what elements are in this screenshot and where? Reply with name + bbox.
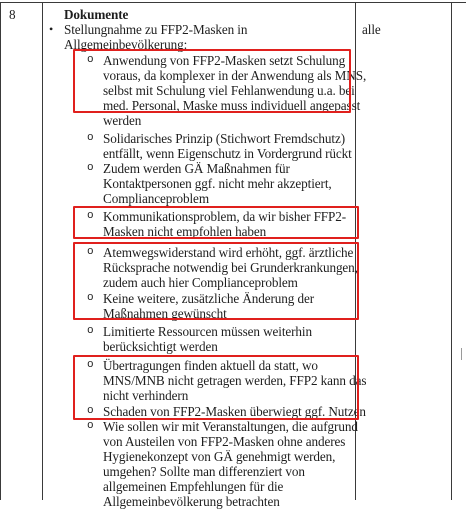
highlight-box [73, 355, 359, 420]
sub-bullet-icon: o [87, 162, 94, 174]
item-4-line-1: Kommunikationsproblem, da wir bisher FFP2- [103, 209, 347, 224]
highlight-box [73, 242, 359, 320]
item-7-line-2: berücksichtigt werden [103, 339, 218, 354]
item-3-line-1: Zudem werden GÄ Maßnahmen für [103, 161, 290, 176]
item-2-line-1: Solidarisches Prinzip (Stichwort Fremdschutz) [103, 131, 345, 146]
highlight-box [73, 49, 351, 113]
item-3-line-3: Complianceproblem [103, 191, 209, 206]
row-number: 8 [9, 7, 16, 22]
item-10-line-3: Hygienekonzept von GÄ genehmigt werden, [103, 449, 336, 464]
sub-bullet-icon: o [87, 246, 94, 258]
item-8-line-1: Übertragungen finden aktuell da statt, wo [103, 358, 318, 373]
page-edge-mark [461, 348, 462, 360]
column-divider-1 [42, 2, 43, 500]
item-6-line-1: Keine weitere, zusätzliche Änderung der [103, 291, 315, 306]
sub-bullet-icon: o [87, 359, 94, 371]
highlight-box [73, 206, 359, 239]
item-5-line-2: Rücksprache notwendig bei Grunderkrankungen, [103, 260, 358, 275]
item-10-line-6: Allgemeinbevölkerung betrachten [103, 494, 280, 509]
sub-bullet-icon: o [87, 420, 94, 432]
section-heading: Dokumente [64, 7, 129, 22]
main-item-line-1: Stellungnahme zu FFP2-Masken in [64, 22, 248, 37]
item-9-line-1: Schaden von FFP2-Masken überwiegt ggf. Nutzen [103, 404, 366, 419]
main-bullet-icon: • [49, 22, 54, 36]
item-8-line-3: nicht verhindern [103, 388, 189, 403]
item-10-line-1: Wie sollen wir mit Veranstaltungen, die aufgrund [103, 419, 358, 434]
item-6-line-2: Maßnahmen gewünscht [103, 306, 227, 321]
item-10-line-2: von Austeilen von FFP2-Masken ohne anderes [103, 434, 346, 449]
sub-bullet-icon: o [87, 210, 94, 222]
table-left-border [0, 2, 1, 500]
sub-bullet-icon: o [87, 54, 94, 66]
item-5-line-1: Atemwegswiderstand wird erhöht, ggf. ärztliche [103, 245, 354, 260]
item-4-line-2: Masken nicht empfohlen haben [103, 224, 267, 239]
item-1-line-2: voraus, da komplexer in der Anwendung als MNS, [103, 68, 367, 83]
item-1-line-5: werden [103, 113, 142, 128]
item-10-line-5: allgemeinen Empfehlungen für die [103, 479, 284, 494]
item-8-line-2: MNS/MNB nicht getragen werden, FFP2 kann das [103, 373, 367, 388]
item-1-line-1: Anwendung von FFP2-Masken setzt Schulung [103, 53, 346, 68]
item-1-line-3: selbst mit Schulung viel Fehlanwendung u.a. bei [103, 83, 355, 98]
column-divider-3 [451, 2, 452, 500]
item-1-line-4: med. Personal, Maske muss individuell angepasst [103, 98, 361, 113]
item-5-line-3: zudem auch hier Complianceproblem [103, 275, 298, 290]
sub-bullet-icon: o [87, 132, 94, 144]
sub-bullet-icon: o [87, 405, 94, 417]
item-2-line-2: entfällt, wenn Eigenschutz in Vordergrund rückt [103, 146, 352, 161]
sub-bullet-icon: o [87, 292, 94, 304]
sub-bullet-icon: o [87, 325, 94, 337]
item-3-line-2: Kontaktpersonen ggf. nicht mehr akzeptiert, [103, 176, 332, 191]
item-7-line-1: Limitierte Ressourcen müssen weiterhin [103, 324, 312, 339]
main-item-line-2: Allgemeinbevölkerung: [64, 37, 188, 52]
responsibility-cell: alle [362, 22, 381, 37]
item-10-line-4: umgehen? Sollte man differenziert von [103, 464, 305, 479]
table-top-border [0, 2, 466, 3]
